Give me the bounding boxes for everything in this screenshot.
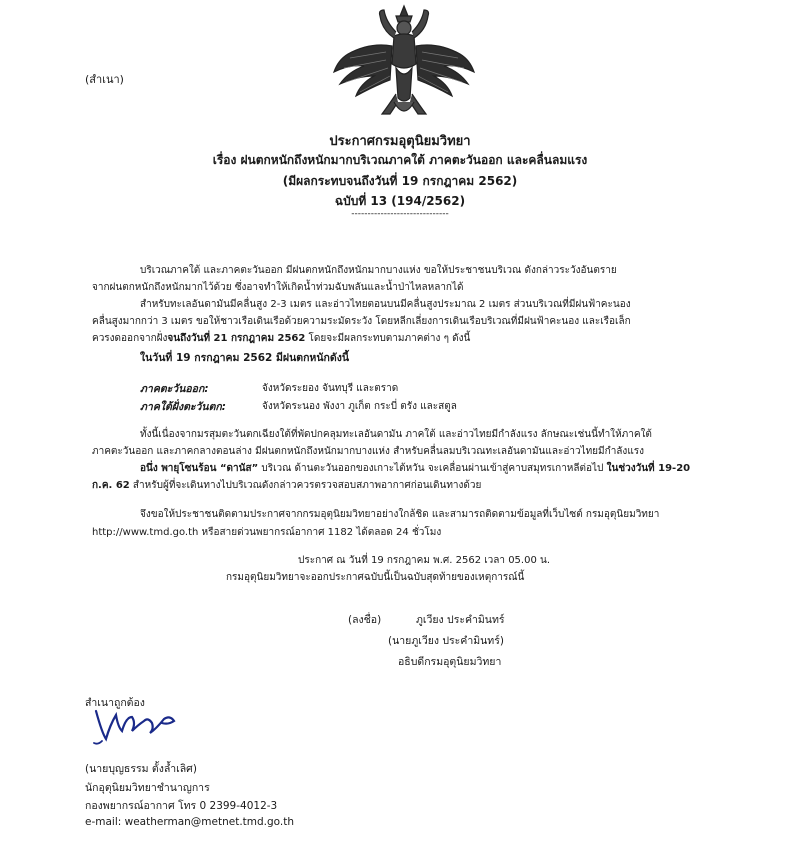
paragraph-2-line-1: สำหรับทะเลอันดามันมีคลื่นสูง 2-3 เมตร และอ่าวไทยตอนบนมีคลื่นสูงประมาณ 2 เมตร ส่วนบริเวณที่มีฝนฟ้าคะนอง — [140, 299, 631, 310]
announce-date: ประกาศ ณ วันที่ 19 กรกฎาคม พ.ศ. 2562 เวลา 05.00 น. — [298, 555, 551, 566]
certified-copy-label: สำเนาถูกต้อง — [85, 697, 145, 709]
region-south-value: จังหวัดระนอง พังงา ภูเก็ต กระบี่ ตรัง และสตูล — [262, 401, 457, 412]
p2-l3-text-a: ควรงดออกจากฝั่ง — [92, 333, 168, 344]
announcement-effective: (มีผลกระทบจนถึงวันที่ 19 กรกฎาคม 2562) — [282, 174, 518, 188]
signed-name: ภูเวียง ประคำมินทร์ — [416, 614, 505, 626]
signed-mark: (ลงชื่อ) — [348, 614, 382, 626]
signatory-position: อธิบดีกรมอุตุนิยมวิทยา — [398, 656, 502, 668]
handwritten-signature-icon — [92, 703, 192, 745]
paragraph-5-line-1: จึงขอให้ประชาชนติดตามประกาศจากกรมอุตุนิยมวิทยาอย่างใกล้ชิด และสามารถติดตามข้อมูลที่เว็บไซต์ กรมอุตุนิยมวิทยา — [140, 509, 660, 520]
region-south-label: ภาคใต้ฝั่งตะวันตก: — [140, 401, 226, 413]
announcement-subject: เรื่อง ฝนตกหนักถึงหนักมากบริเวณภาคใต้ ภาคตะวันออก และคลื่นลมแรง — [212, 153, 588, 167]
certifier-position: นักอุตุนิยมวิทยาชำนาญการ — [85, 782, 210, 794]
contact-email[interactable]: e-mail: weatherman@metnet.tmd.go.th — [85, 816, 295, 828]
p4-l3-text-c: บริเวณ ด้านตะวันออกของเกาะไต้หวัน จะเคลื่อนผ่านเข้าสู่คาบสมุทรเกาหลีต่อไป — [258, 463, 607, 474]
paragraph-2-line-2: คลื่นสูงมากกว่า 3 เมตร ขอให้ชาวเรือเดินเรือด้วยความระมัดระวัง โดยหลีกเลี่ยงการเดินเรือบริเวณที่มีฝนฟ้าคะนอง และเรือเล็ก — [92, 316, 631, 327]
garuda-emblem-icon — [330, 2, 478, 122]
region-east-label: ภาคตะวันออก: — [140, 383, 209, 395]
paragraph-4-line-4 — [92, 478, 481, 494]
announce-final: กรมอุตุนิยมวิทยาจะออกประกาศฉบับนี้เป็นฉบับสุดท้ายของเหตุการณ์นี้ — [226, 572, 525, 583]
paragraph-1-line-2: จากฝนตกหนักถึงหนักมากไว้ด้วย ซึ่งอาจทำให้เกิดน้ำท่วมฉับพลันและน้ำป่าไหลหลากได้ — [92, 282, 464, 293]
paragraph-2-line-3 — [92, 331, 470, 347]
paragraph-4-line-1: ทั้งนี้เนื่องจากมรสุมตะวันตกเฉียงใต้ที่พัดปกคลุมทะเลอันดามัน ภาคใต้ และอ่าวไทยมีกำลังแรง ลักษณะเช่นนี้ทำให้ภาคใต้ — [140, 429, 652, 440]
header-divider: ------------------------------ — [351, 209, 449, 219]
storm-name: “ดานัส” — [219, 463, 259, 474]
announcement-issue: ฉบับที่ 13 (194/2562) — [334, 194, 466, 208]
p4-l4-text: สำหรับผู้ที่จะเดินทางไปบริเวณดังกล่าวควรตรวจสอบสภาพอากาศก่อนเดินทางด้วย — [129, 480, 482, 491]
certifier-name: (นายบุญธรรม ตั้งล้ำเลิศ) — [85, 763, 197, 775]
announcement-agency: ประกาศกรมอุตุนิยมวิทยา — [329, 134, 471, 149]
p2-l3-date: จนถึงวันที่ 21 กรกฎาคม 2562 — [167, 333, 306, 344]
copy-mark: (สำเนา) — [85, 73, 124, 86]
paragraph-4-line-2: ภาคตะวันออก และภาคกลางตอนล่าง มีฝนตกหนักถึงหนักมากบางแห่ง สำหรับคลื่นลมบริเวณทะเลอันดามันและอ่าวไทยมีกำลังแรง — [92, 446, 645, 457]
p4-l4-date: ก.ค. 62 — [92, 480, 130, 491]
p4-l3-text-a: อนึ่ง พายุโซนร้อน — [140, 463, 220, 474]
paragraph-4-line-3 — [140, 461, 690, 477]
division-phone: กองพยากรณ์อากาศ โทร 0 2399-4012-3 — [85, 800, 278, 812]
region-east-value: จังหวัดระยอง จันทบุรี และตราด — [262, 383, 399, 394]
p4-l3-period: ในช่วงวันที่ 19-20 — [606, 463, 691, 474]
rain-forecast-heading: ในวันที่ 19 กรกฎาคม 2562 มีฝนตกหนักดังนี้ — [140, 352, 350, 364]
signatory-full-name: (นายภูเวียง ประคำมินทร์) — [388, 635, 504, 647]
paragraph-5-line-2: http://www.tmd.go.th หรือสายด่วนพยากรณ์อากาศ 1182 ได้ตลอด 24 ชั่วโมง — [92, 527, 442, 538]
paragraph-1-line-1: บริเวณภาคใต้ และภาคตะวันออก มีฝนตกหนักถึงหนักมากบางแห่ง ขอให้ประชาชนบริเวณ ดังกล่าวระวังอันตราย — [140, 265, 617, 276]
p2-l3-text-c: โดยจะมีผลกระทบตามภาคต่าง ๆ ดังนี้ — [305, 333, 471, 344]
